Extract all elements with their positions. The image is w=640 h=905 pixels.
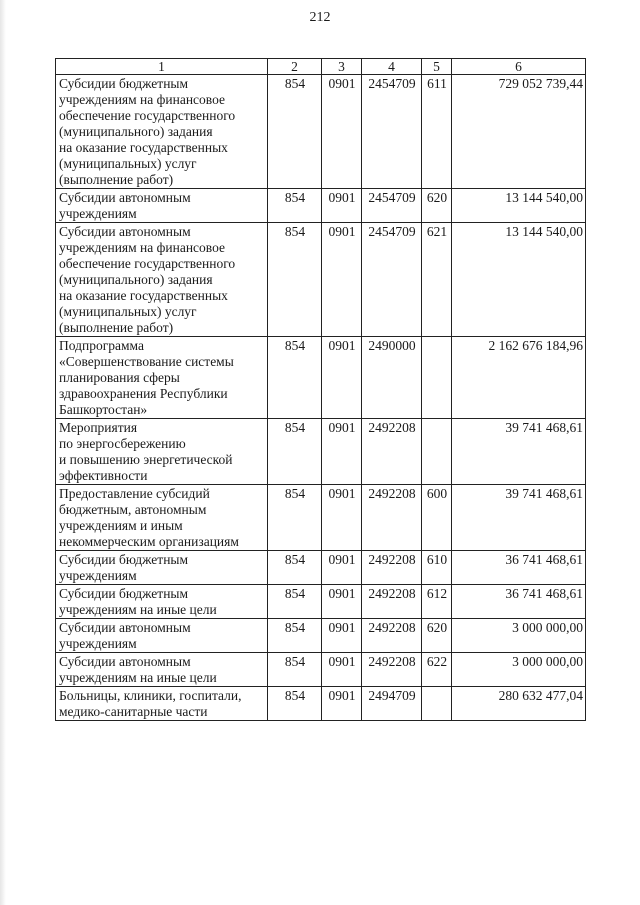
row-name-cell: Субсидии автономным учреждениям bbox=[56, 189, 268, 223]
table-header-row bbox=[56, 59, 586, 75]
row-expense-type-cell bbox=[422, 687, 452, 721]
row-amount-cell: 36 741 468,61 bbox=[452, 585, 586, 619]
row-section-code-cell: 0901 bbox=[322, 337, 362, 419]
row-target-code-cell: 2494709 bbox=[362, 687, 422, 721]
row-target-code-cell: 2492208 bbox=[362, 653, 422, 687]
row-target-code-cell: 2492208 bbox=[362, 585, 422, 619]
row-admin-code-cell: 854 bbox=[268, 485, 322, 551]
table-row bbox=[56, 419, 586, 485]
row-admin-code-cell: 854 bbox=[268, 585, 322, 619]
row-name-cell: Субсидии бюджетным учреждениям на финансовое обеспечение государственного (муниципального) задания на оказание государственных (муниципальных) услуг (выполнение работ) bbox=[56, 75, 268, 189]
row-admin-code-cell: 854 bbox=[268, 337, 322, 419]
row-expense-type-cell: 611 bbox=[422, 75, 452, 189]
row-amount-cell: 13 144 540,00 bbox=[452, 189, 586, 223]
row-section-code-cell: 0901 bbox=[322, 189, 362, 223]
table-row bbox=[56, 75, 586, 189]
row-amount-cell: 39 741 468,61 bbox=[452, 485, 586, 551]
row-amount-cell: 3 000 000,00 bbox=[452, 619, 586, 653]
table-row bbox=[56, 337, 586, 419]
row-amount-cell: 39 741 468,61 bbox=[452, 419, 586, 485]
table-row bbox=[56, 551, 586, 585]
row-name-cell: Предоставление субсидий бюджетным, автономным учреждениям и иным некоммерческим организациям bbox=[56, 485, 268, 551]
header-col-3: 3 bbox=[322, 59, 362, 75]
row-amount-cell: 729 052 739,44 bbox=[452, 75, 586, 189]
row-target-code-cell: 2492208 bbox=[362, 485, 422, 551]
table-row bbox=[56, 653, 586, 687]
table-row bbox=[56, 223, 586, 337]
row-expense-type-cell: 600 bbox=[422, 485, 452, 551]
row-expense-type-cell: 620 bbox=[422, 619, 452, 653]
row-admin-code-cell: 854 bbox=[268, 189, 322, 223]
row-target-code-cell: 2454709 bbox=[362, 75, 422, 189]
row-section-code-cell: 0901 bbox=[322, 419, 362, 485]
row-expense-type-cell: 621 bbox=[422, 223, 452, 337]
row-name-cell: Больницы, клиники, госпитали, медико-санитарные части bbox=[56, 687, 268, 721]
row-section-code-cell: 0901 bbox=[322, 687, 362, 721]
row-target-code-cell: 2454709 bbox=[362, 223, 422, 337]
row-target-code-cell: 2454709 bbox=[362, 189, 422, 223]
row-target-code-cell: 2492208 bbox=[362, 419, 422, 485]
row-expense-type-cell: 622 bbox=[422, 653, 452, 687]
table-row bbox=[56, 687, 586, 721]
row-section-code-cell: 0901 bbox=[322, 619, 362, 653]
row-section-code-cell: 0901 bbox=[322, 75, 362, 189]
header-col-4: 4 bbox=[362, 59, 422, 75]
row-admin-code-cell: 854 bbox=[268, 419, 322, 485]
row-admin-code-cell: 854 bbox=[268, 619, 322, 653]
row-amount-cell: 3 000 000,00 bbox=[452, 653, 586, 687]
table-row bbox=[56, 485, 586, 551]
row-name-cell: Субсидии автономным учреждениям на иные цели bbox=[56, 653, 268, 687]
row-amount-cell: 13 144 540,00 bbox=[452, 223, 586, 337]
row-section-code-cell: 0901 bbox=[322, 585, 362, 619]
row-expense-type-cell bbox=[422, 337, 452, 419]
row-expense-type-cell: 610 bbox=[422, 551, 452, 585]
page-number: 212 bbox=[309, 10, 331, 25]
header-col-5: 5 bbox=[422, 59, 452, 75]
row-target-code-cell: 2492208 bbox=[362, 551, 422, 585]
row-section-code-cell: 0901 bbox=[322, 551, 362, 585]
row-name-cell: Субсидии автономным учреждениям на финансовое обеспечение государственного (муниципального) задания на оказание государственных (муниципальных) услуг (выполнение работ) bbox=[56, 223, 268, 337]
header-col-6: 6 bbox=[452, 59, 586, 75]
row-section-code-cell: 0901 bbox=[322, 223, 362, 337]
row-section-code-cell: 0901 bbox=[322, 653, 362, 687]
row-expense-type-cell bbox=[422, 419, 452, 485]
row-name-cell: Подпрограмма «Совершенствование системы планирования сферы здравоохранения Республики Башкортостан» bbox=[56, 337, 268, 419]
row-amount-cell: 280 632 477,04 bbox=[452, 687, 586, 721]
table-row bbox=[56, 189, 586, 223]
header-col-1: 1 bbox=[56, 59, 268, 75]
row-name-cell: Субсидии бюджетным учреждениям bbox=[56, 551, 268, 585]
table-row bbox=[56, 619, 586, 653]
row-amount-cell: 36 741 468,61 bbox=[452, 551, 586, 585]
row-admin-code-cell: 854 bbox=[268, 223, 322, 337]
row-admin-code-cell: 854 bbox=[268, 653, 322, 687]
header-col-2: 2 bbox=[268, 59, 322, 75]
row-target-code-cell: 2492208 bbox=[362, 619, 422, 653]
row-admin-code-cell: 854 bbox=[268, 551, 322, 585]
row-section-code-cell: 0901 bbox=[322, 485, 362, 551]
table-row bbox=[56, 585, 586, 619]
row-name-cell: Субсидии автономным учреждениям bbox=[56, 619, 268, 653]
row-amount-cell: 2 162 676 184,96 bbox=[452, 337, 586, 419]
row-target-code-cell: 2490000 bbox=[362, 337, 422, 419]
row-expense-type-cell: 612 bbox=[422, 585, 452, 619]
row-name-cell: Субсидии бюджетным учреждениям на иные цели bbox=[56, 585, 268, 619]
scan-edge-shadow bbox=[0, 0, 6, 905]
row-expense-type-cell: 620 bbox=[422, 189, 452, 223]
budget-table-body bbox=[56, 59, 586, 721]
row-admin-code-cell: 854 bbox=[268, 687, 322, 721]
budget-table bbox=[55, 58, 586, 721]
row-name-cell: Мероприятия по энергосбережению и повышению энергетической эффективности bbox=[56, 419, 268, 485]
row-admin-code-cell: 854 bbox=[268, 75, 322, 189]
